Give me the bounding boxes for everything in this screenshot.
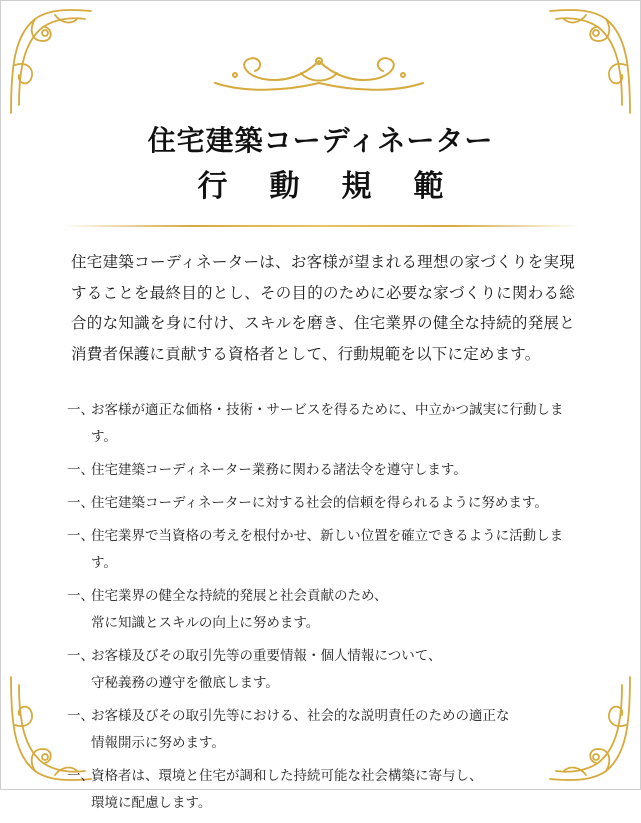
item-mark: 一、 [67,648,94,664]
code-item [67,397,587,451]
top-flourish-ornament [205,53,433,95]
item-text: 住宅建築コーディネーターに対する社会的信頼を得られるように努めます。 [91,495,548,511]
corner-ornament-top-left [5,5,97,117]
code-item [67,643,587,697]
code-item [67,457,587,484]
item-mark: 一、 [67,768,94,784]
item-text: 住宅業界の健全な持続的発展と社会貢献のため、 常に知識とスキルの向上に努めます。 [91,588,388,631]
item-mark: 一、 [67,462,94,478]
item-text: お客様及びその取引先等における、社会的な説明責任のための適正な 情報開示に努めます。 [91,708,510,751]
code-list [67,397,587,823]
item-text: 住宅建築コーディネーター業務に関わる諸法令を遵守します。 [91,462,467,478]
corner-ornament-top-right [544,5,636,117]
item-text: お客様が適正な価格・技術・サービスを得るために、中立かつ誠実に行動します。 [91,402,564,445]
item-text: お客様及びその取引先等の重要情報・個人情報について、 守秘義務の遵守を徹底します。 [91,648,442,691]
code-item [67,490,587,517]
code-item [67,523,587,577]
item-mark: 一、 [67,708,94,724]
item-mark: 一、 [67,588,94,604]
item-mark: 一、 [67,528,94,544]
item-text: 資格者は、環境と住宅が調和した持続可能な社会構築に寄与し、 環境に配慮します。 [91,768,483,811]
page-title: 住宅建築コーディネーター [147,124,494,157]
title-divider [61,225,581,227]
page-subtitle: 行動規範 [197,169,486,204]
item-mark: 一、 [67,495,94,511]
code-item [67,703,587,757]
item-text: 住宅業界で当資格の考えを根付かせ、新しい位置を確立できるように活動します。 [91,528,564,571]
code-item [67,763,587,817]
intro-paragraph: 住宅建築コーディネーターは、お客様が望まれる理想の家づくりを実現することを最終目的とし、その目的のために必要な家づくりに関わる総合的な知識を身に付け、スキルを磨き、住宅業界の健全な持続的発展と消費者保護に貢献する資格者として、行動規範を以下に定めます。 [71,253,575,363]
code-item [67,583,587,637]
item-mark: 一、 [67,402,94,418]
